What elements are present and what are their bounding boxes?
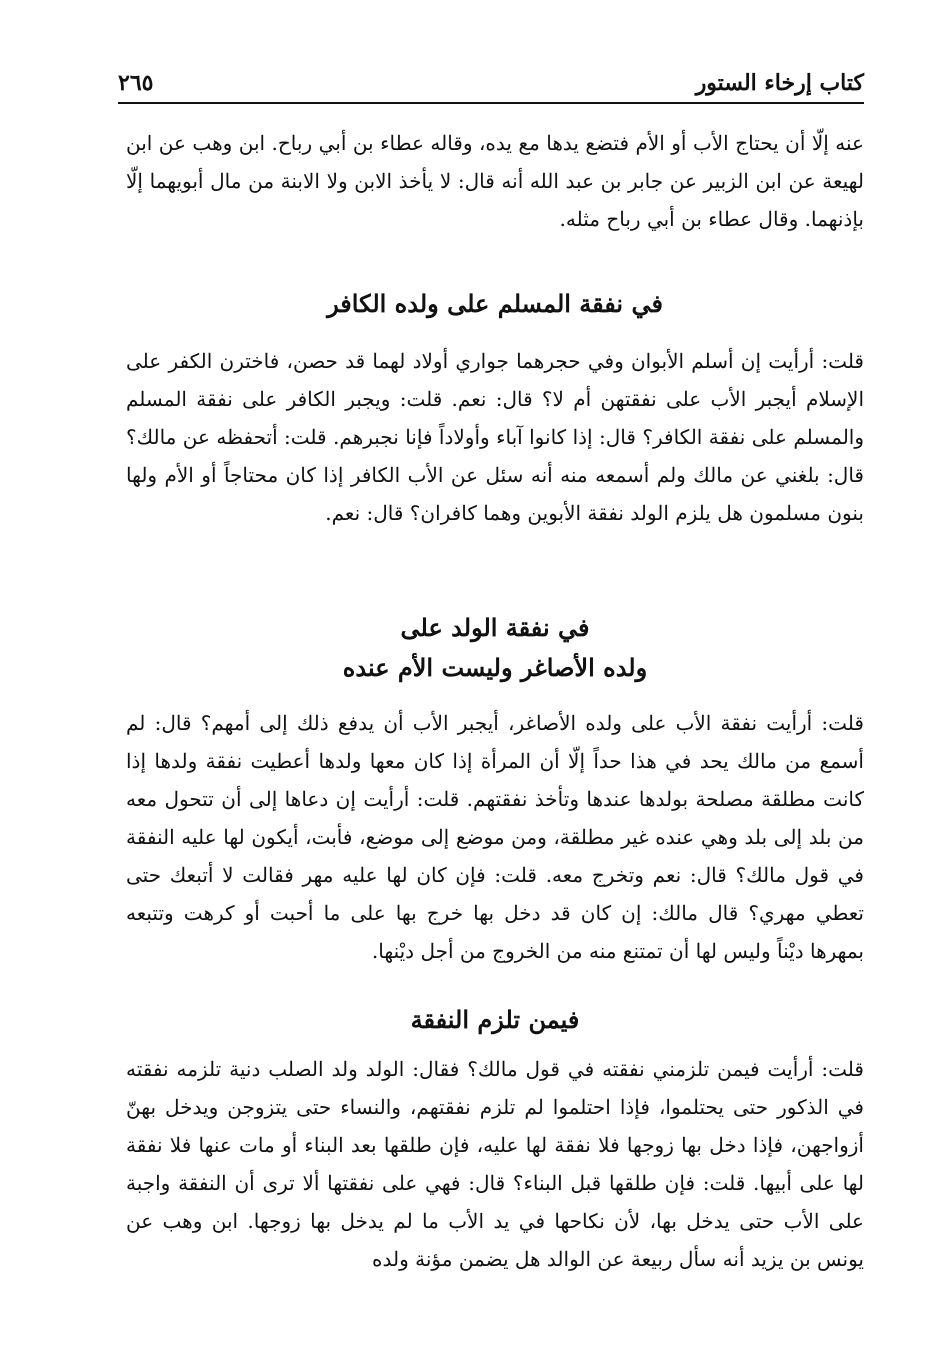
section-paragraph-muslim-kafir: قلت: أرأيت إن أسلم الأبوان وفي حجرهما جواري أولاد لهما قد حصن، فاخترن الكفر على الإسلام أيجبر الأب على نفقتهن أم لا؟ قال: نعم. قلت: ويجبر الكافر على نفقة المسلم والمسلم على نفقة الكافر؟ قال: إذا كانوا آباء وأولاداً فإنا نجبرهم. قلت: أتحفظه عن مالك؟ قال: بلغني عن مالك ولم أسمعه منه أنه سئل عن الأب الكافر إذا كان محتاجاً أو الأم ولها بنون مسلمون هل يلزم الولد نفقة الأبوين وهما كافران؟ قال: نعم. [126,349,864,525]
section-heading-young-children [126,608,864,688]
header-rule [118,102,864,104]
heading-line: فيمن تلزم النفقة [410,1005,580,1034]
section-heading-muslim-kafir [126,284,864,324]
intro-paragraph: عنه إلّا أن يحتاج الأب أو الأم فتضع يدها مع يده، وقاله عطاء بن أبي رباح. ابن وهب عن ابن لهيعة عن ابن الزبير عن جابر بن عبد الله أنه قال: لا يأخذ الابن ولا الابنة من مال أبويهما إلّا بإذنهما. وقال عطاء بن أبي رباح مثله. [126,131,864,231]
running-header [118,66,864,100]
heading-line: ولده الأصاغر وليست الأم عنده [342,653,648,682]
page-number: ٢٦٥ [118,70,154,96]
section-paragraph-obligatory-maintenance: قلت: أرأيت فيمن تلزمني نفقته في قول مالك؟ فقال: الولد ولد الصلب دنية تلزمه نفقته في الذكور حتى يحتلموا، فإذا احتلموا لم تلزم نفقتهم، والنساء حتى يتزوجن ويدخل بهنّ أزواجهن، فإذا دخل بها زوجها فلا نفقة لها عليه، فإن طلقها بعد البناء أو مات عنها فلا نفقة لها على أبيها. قلت: فإن طلقها قبل البناء؟ قال: فهي على نفقتها ألا ترى أن النفقة واجبة على الأب حتى يدخل بها، لأن نكاحها في يد الأب ما لم يدخل بها زوجها. ابن وهب عن يونس بن يزيد أنه سأل ربيعة عن الوالد هل يضمن مؤنة ولده [126,1057,864,1271]
heading-line: في نفقة المسلم على ولده الكافر [327,289,663,318]
book-title: كتاب إرخاء الستور [695,70,864,96]
section-heading-obligatory-maintenance [126,1000,864,1040]
heading-line: في نفقة الولد على [400,613,590,642]
section-paragraph-young-children: قلت: أرأيت نفقة الأب على ولده الأصاغر، أيجبر الأب أن يدفع ذلك إلى أمهم؟ قال: لم أسمع من مالك يحد في هذا حداً إلّا أن المرأة إذا كان معها ولدها أعطيت نفقة ولدها إذا كانت مطلقة مصلحة بولدها عندها وتأخذ نفقتهم. قلت: أرأيت إن دعاها إلى أن تتحول معه من بلد إلى بلد وهي عنده غير مطلقة، ومن موضع إلى موضع، فأبت، أيكون لها عليه النفقة في قول مالك؟ قال: نعم وتخرج معه. قلت: فإن كان لها عليه مهر فقالت لا أتبعك حتى تعطي مهري؟ قال مالك: إن كان قد دخل بها خرج بها على ما أحبت أو كرهت وتتبعه بمهرها ديْناً وليس لها أن تمتنع منه من الخروج من أجل ديْنها. [126,711,864,963]
